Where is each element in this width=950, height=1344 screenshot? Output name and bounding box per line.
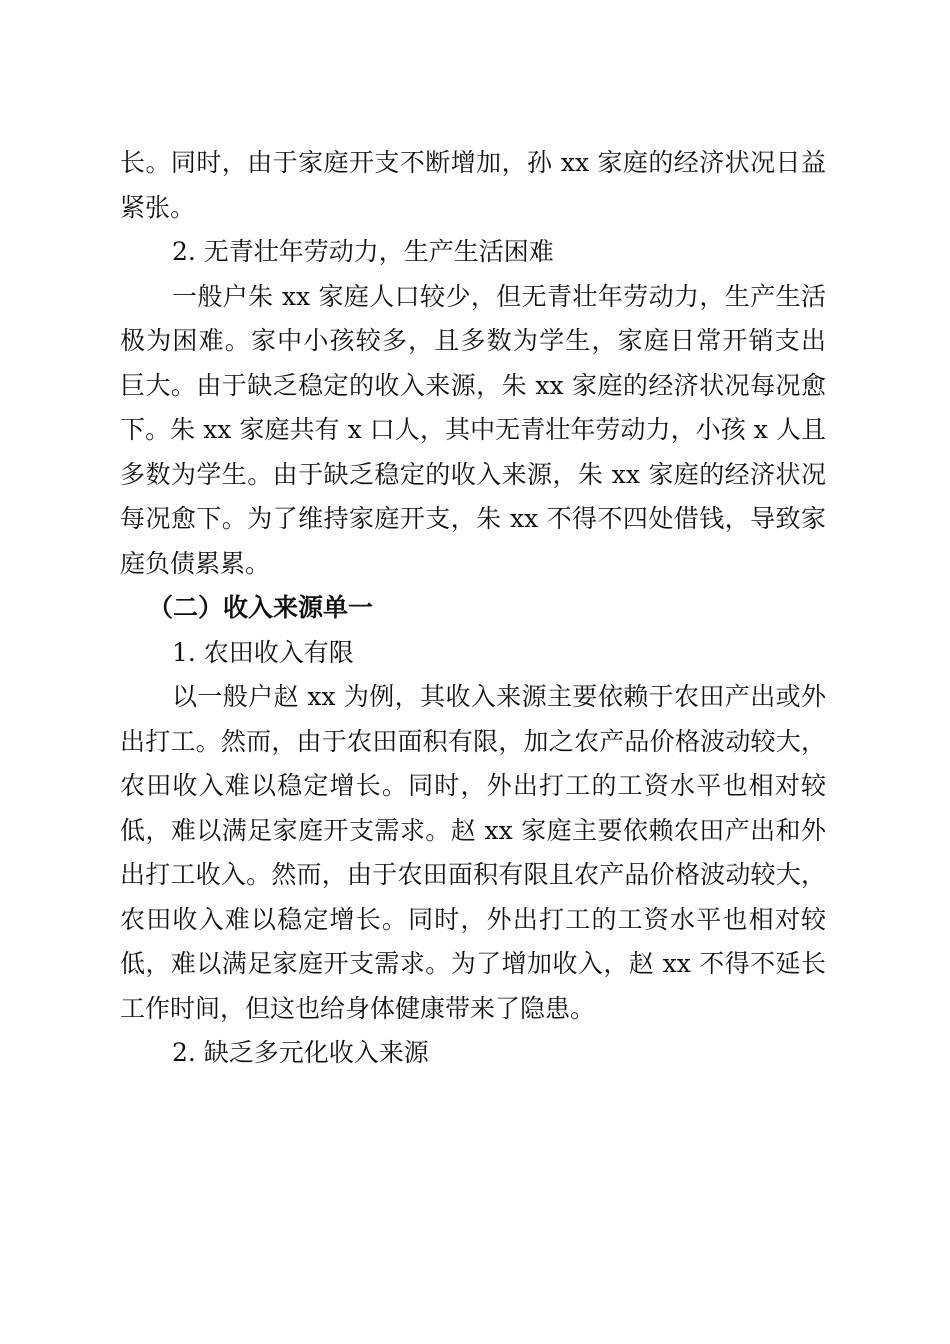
paragraph-line: 下。朱 xx 家庭共有 x 口人，其中无青壮年劳动力，小孩 x 人且: [120, 415, 826, 444]
section-heading: （二）收入来源单一: [148, 593, 374, 622]
paragraph-line: 紧张。: [120, 192, 196, 222]
paragraph-line: 以一般户赵 xx 为例，其收入来源主要依赖于农田产出或外: [172, 682, 826, 711]
paragraph-line: 低，难以满足家庭开支需求。为了增加收入，赵 xx 不得不延长: [120, 949, 826, 978]
paragraph-line: 低，难以满足家庭开支需求。赵 xx 家庭主要依赖农田产出和外: [120, 815, 826, 845]
paragraph-line: 多数为学生。由于缺乏稳定的收入来源，朱 xx 家庭的经济状况: [120, 459, 826, 489]
paragraph-line: 巨大。由于缺乏稳定的收入来源，朱 xx 家庭的经济状况每况愈: [120, 370, 826, 400]
subheading: 2. 缺乏多元化收入来源: [172, 1038, 429, 1067]
paragraph-line: 农田收入难以稳定增长。同时，外出打工的工资水平也相对较: [120, 904, 826, 934]
paragraph-line: 工作时间，但这也给身体健康带来了隐患。: [120, 993, 596, 1023]
subheading: 1. 农田收入有限: [172, 637, 354, 667]
paragraph-line: 长。同时，由于家庭开支不断增加，孙 xx 家庭的经济状况日益: [120, 148, 826, 177]
paragraph-line: 出打工收入。然而，由于农田面积有限且农产品价格波动较大，: [120, 860, 826, 889]
document-page: [120, 141, 826, 1076]
paragraph-line: 一般户朱 xx 家庭人口较少，但无青壮年劳动力，生产生活: [172, 281, 826, 311]
paragraph-line: 庭负债累累。: [120, 548, 271, 578]
paragraph-line: 农田收入难以稳定增长。同时，外出打工的工资水平也相对较: [120, 771, 826, 800]
paragraph-line: 出打工。然而，由于农田面积有限，加之农产品价格波动较大，: [120, 726, 826, 756]
subheading: 2. 无青壮年劳动力，生产生活困难: [172, 237, 554, 266]
paragraph-line: 每况愈下。为了维持家庭开支，朱 xx 不得不四处借钱，导致家: [120, 504, 826, 533]
paragraph-line: 极为困难。家中小孩较多，且多数为学生，家庭日常开销支出: [120, 326, 826, 355]
